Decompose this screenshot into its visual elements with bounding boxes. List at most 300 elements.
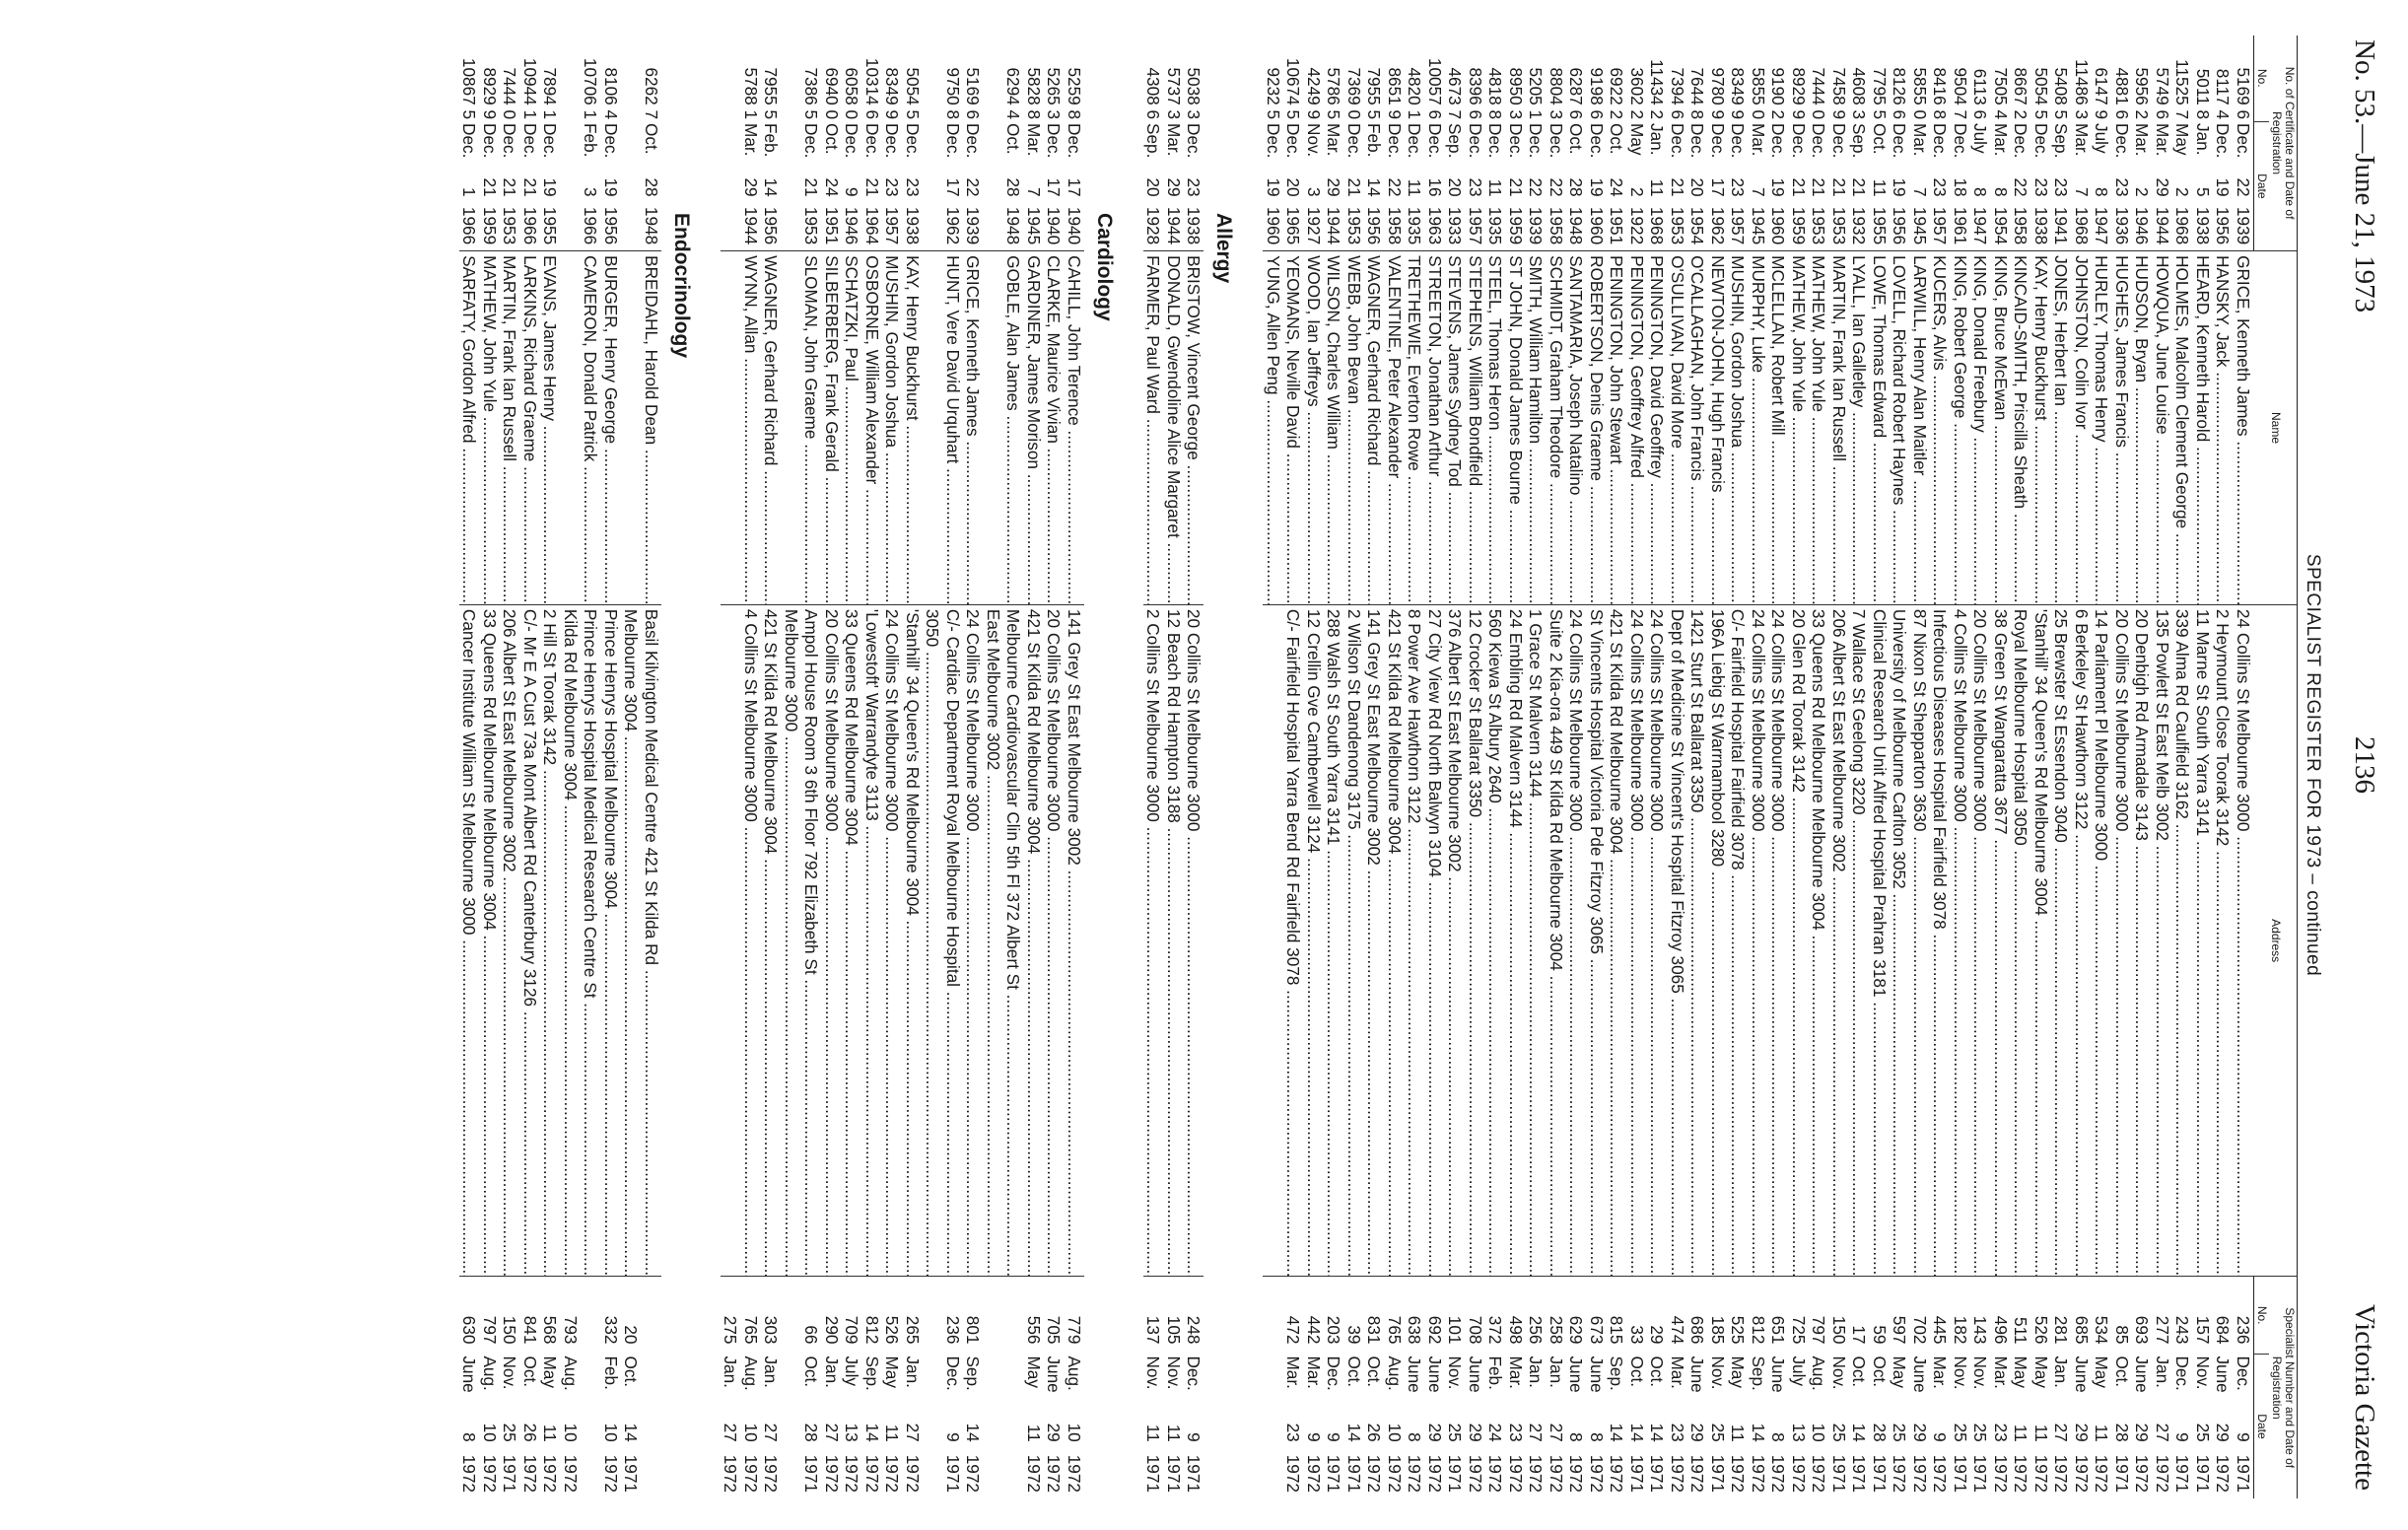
table-row (2112, 35, 2133, 1498)
specialist-number: 20 (621, 1277, 642, 1355)
address (1364, 604, 1385, 1276)
spec-year: 1972 (1526, 1454, 1547, 1493)
spec-day: 8 (1566, 1432, 1587, 1442)
cert-year: 1954 (1687, 206, 1708, 245)
address-text: 376 Albert St East Melbourne 3002 ..... (1446, 609, 1466, 1277)
cert-day: 23 (1466, 177, 1485, 197)
cert-number: 5828 8 (1024, 67, 1044, 120)
specialist-number: 143 (1970, 1277, 1991, 1355)
specialist-number: 525 (1728, 1277, 1749, 1355)
cert-month: Dec. (1405, 123, 1425, 159)
spec-day: 28 (2112, 1423, 2132, 1442)
spec-year: 1971 (1951, 1454, 1970, 1493)
cert-year: 1958 (1385, 206, 1405, 245)
spec-year: 1972 (1283, 1454, 1304, 1493)
specialist-name-text: KING, Robert George ..... (1951, 255, 1970, 604)
spec-year: 1972 (1749, 1454, 1768, 1493)
spec-year: 1972 (1910, 1454, 1930, 1493)
specialist-register-table (459, 35, 2298, 1498)
spec-year: 1971 (2234, 1454, 2253, 1493)
specialist-name-text: KAY, Henry Buckhurst ..... (2031, 255, 2051, 604)
cert-day: 16 (1425, 177, 1445, 197)
cert-number: 4673 7 (1445, 67, 1466, 120)
table-row (1405, 35, 1425, 1498)
specialist-number: 185 (1708, 1277, 1729, 1355)
specialist-number: 182 (1951, 1277, 1971, 1355)
cert-number (984, 35, 1004, 121)
cert-month: Dec. (1789, 123, 1809, 159)
specialist-name (984, 251, 1004, 605)
specialist-name-text: HUNT, Vere David Urquhart ..... (943, 255, 963, 604)
table-row (1324, 35, 1344, 1498)
cert-year: 1951 (1607, 206, 1627, 245)
address (963, 604, 984, 1276)
spec-month: Jan. (903, 1356, 923, 1388)
cert-year: 1938 (903, 206, 923, 245)
address-text: University of Melbourne Carlton 3052 ..... (1891, 609, 1910, 1277)
cert-day: 21 (500, 177, 520, 197)
specialist-name (2031, 251, 2052, 605)
cert-day: 23 (1930, 177, 1951, 197)
cert-number: 7955 5 (761, 67, 782, 120)
cert-year: 1954 (1991, 206, 2011, 245)
specialist-name-text: SLOMAN, John Graeme ..... (802, 255, 822, 604)
cert-year: 1953 (500, 206, 520, 245)
specialist-number: 686 (1687, 1277, 1708, 1355)
specialist-number (923, 1277, 943, 1355)
spec-day: 10 (1385, 1423, 1405, 1442)
cert-month: Mar. (2153, 123, 2172, 157)
specialist-name (540, 251, 561, 605)
address-text: Ampol House Room 3 6th Floor 792 Elizabeth St ..... (802, 609, 822, 1277)
specialist-name-text: MATHEW, John Yule ..... (1789, 255, 1809, 604)
specialist-name (1951, 251, 1971, 605)
spec-day: 9 (1304, 1432, 1324, 1442)
address (1164, 604, 1185, 1276)
spec-year: 1971 (621, 1454, 642, 1493)
cert-month: Dec. (1890, 123, 1910, 159)
cert-number: 9504 7 (1951, 67, 1970, 120)
spec-day: 27 (903, 1423, 923, 1442)
cert-month: Feb. (581, 123, 601, 158)
address-text: 421 St Kilda Rd Melbourne 3004 ..... (1608, 609, 1627, 1277)
spec-day (581, 1402, 601, 1443)
address-text: 2 Heymount Close Toorak 3142 ..... (2214, 609, 2234, 1277)
table-row (1164, 35, 1185, 1498)
spec-month: Nov. (500, 1356, 520, 1390)
spec-day: 10 (480, 1423, 500, 1442)
spec-day (1264, 1402, 1284, 1443)
address-text: 25 Brewster St Essendon 3040 ..... (2052, 609, 2072, 1277)
specialist-number: 801 (963, 1277, 984, 1355)
address-text: 24 Collins St Melbourne 3000 ..... (1567, 609, 1587, 1277)
specialist-name (1890, 251, 1910, 605)
table-row (801, 35, 822, 1498)
cert-month: Oct. (1870, 123, 1890, 155)
spec-year: 1972 (1405, 1454, 1425, 1493)
spec-month: June (1425, 1356, 1445, 1393)
spec-month: Jan. (1547, 1356, 1566, 1388)
table-row (1647, 35, 1668, 1498)
spec-year: 1971 (1708, 1454, 1728, 1493)
cert-year: 1941 (2051, 206, 2072, 245)
cert-number: 8349 9 (882, 67, 903, 120)
cert-day: 5 (2193, 187, 2213, 197)
cert-number: 10314 6 (862, 57, 882, 120)
spec-day: 8 (1405, 1432, 1425, 1442)
spec-month: Nov. (1829, 1356, 1849, 1390)
spec-day: 9 (2234, 1432, 2253, 1442)
spec-year: 1972 (822, 1454, 842, 1493)
spec-year: 1971 (943, 1454, 963, 1493)
cert-day: 21 (520, 177, 540, 197)
spec-month: Nov. (1970, 1356, 1991, 1390)
specialist-number: 236 (2234, 1277, 2254, 1355)
cert-day (782, 168, 802, 199)
register-subtitle: SPECIALIST REGISTER FOR 1973 – continued (2303, 553, 2323, 977)
spec-year: 1972 (2092, 1454, 2112, 1493)
spec-month: Sep. (963, 1356, 984, 1391)
address-text: 141 Grey St East Melbourne 3002 ..... (1065, 609, 1084, 1277)
spec-year: 1972 (1930, 1454, 1951, 1493)
cert-day: 8 (1991, 187, 2011, 197)
specialist-name (1283, 251, 1304, 605)
address-text: 24 Collins St Melbourne 3000 ..... (1749, 609, 1768, 1277)
cert-month: Dec. (1065, 123, 1084, 159)
specialist-name-text: MATHEW, John Yule ..... (480, 255, 500, 604)
cert-day: 11 (1405, 178, 1425, 197)
address-text: 196A Liebig St Warrnambool 3280 ..... (1708, 609, 1728, 1277)
address (1910, 604, 1931, 1276)
cert-number: 5054 5 (2031, 67, 2051, 120)
spec-year: 1972 (963, 1454, 984, 1493)
cert-day: 22 (1526, 177, 1547, 197)
masthead (2335, 39, 2380, 1491)
spec-group-header: Specialist Number and Date of Registration (2269, 1277, 2298, 1498)
address (2153, 604, 2173, 1276)
cert-month: July (1970, 123, 1991, 154)
address-text: 421 St Kilda Rd Melbourne 3004 ..... (762, 609, 782, 1277)
specialist-number: 137 (1143, 1277, 1164, 1355)
cert-number: 8106 4 (601, 67, 621, 120)
cert-month: Sep. (1445, 123, 1466, 159)
specialist-name-text: SMITH, William Hamilton ..... (1527, 255, 1547, 604)
cert-day: 11 (1647, 178, 1668, 197)
cert-number: 8929 9 (1789, 67, 1809, 120)
cert-number: 10944 1 (520, 57, 540, 120)
cert-year: 1944 (2153, 206, 2172, 245)
cert-day: 20 (1687, 177, 1708, 197)
specialist-number: 472 (1283, 1277, 1304, 1355)
spec-month: Aug. (561, 1356, 581, 1391)
address-text: 33 Queens Rd Melbourne Melbourne 3004 ..... (480, 609, 500, 1277)
address (1264, 604, 1284, 1276)
cert-year: 1956 (1364, 206, 1385, 245)
spec-month: May (2011, 1356, 2031, 1388)
specialist-name (1526, 251, 1547, 605)
cert-year: 1935 (1485, 206, 1506, 245)
table-row (1283, 35, 1304, 1498)
address-text: 24 Collins St Melbourne 3000 ..... (964, 609, 984, 1277)
table-row (1547, 35, 1567, 1498)
cert-day: 22 (1385, 177, 1405, 197)
spec-month: May (1728, 1356, 1749, 1388)
address-text: East Melbourne 3002 ..... (984, 609, 1003, 1277)
address (1687, 604, 1708, 1276)
spec-month: Jan. (721, 1356, 741, 1388)
table-row (2051, 35, 2072, 1498)
table-row (2092, 35, 2112, 1498)
spec-month: Mar. (1930, 1356, 1951, 1389)
spec-month: Dec. (943, 1356, 963, 1391)
spec-year: 1971 (1164, 1454, 1184, 1493)
address (1405, 604, 1425, 1276)
name-header: Name (2254, 251, 2298, 605)
cert-number: 10867 5 (459, 57, 480, 120)
address (1809, 604, 1829, 1276)
address-text: 12 Crocker St Ballarat 3350 ..... (1466, 609, 1485, 1277)
table-row (721, 35, 741, 1498)
address (984, 604, 1004, 1276)
table-row (1970, 35, 1991, 1498)
specialist-name (923, 251, 943, 605)
spec-year: 1971 (1970, 1454, 1991, 1493)
address (2072, 604, 2093, 1276)
specialist-name (1385, 251, 1406, 605)
cert-number: 10674 5 (1283, 57, 1304, 120)
cert-day: 22 (2234, 177, 2253, 197)
cert-month: Nov. (1304, 123, 1324, 158)
address (561, 604, 582, 1276)
specialist-name (1184, 251, 1204, 605)
cert-month: Dec. (601, 123, 621, 159)
table-row (500, 35, 520, 1498)
spec-day: 10 (601, 1423, 621, 1442)
spec-day: 23 (1283, 1423, 1304, 1442)
table-row (882, 35, 903, 1498)
spec-year: 1972 (2051, 1454, 2072, 1493)
spec-day: 11 (540, 1424, 561, 1442)
spec-year: 1972 (1024, 1454, 1044, 1493)
spec-year: 1972 (862, 1454, 882, 1493)
specialist-name (1405, 251, 1425, 605)
cert-year: 1968 (2072, 206, 2092, 245)
address (621, 604, 642, 1276)
cert-day: 23 (1728, 177, 1749, 197)
cert-year: 1947 (2092, 206, 2112, 245)
cert-day (621, 168, 642, 199)
cert-number: 9190 2 (1768, 67, 1789, 120)
address (1547, 604, 1567, 1276)
specialist-name-text: HEARD, Kenneth Harold ..... (2193, 255, 2213, 604)
spec-day: 13 (1789, 1423, 1809, 1442)
address (520, 604, 541, 1276)
specialist-name-text: LARKINS, Richard Graeme ..... (520, 255, 540, 604)
cert-day: 21 (1849, 177, 1870, 197)
spec-year: 1972 (1385, 1454, 1405, 1493)
specialist-name-text: ST JOHN, Donald James Bourne ..... (1506, 255, 1526, 604)
table-row (741, 35, 762, 1498)
specialist-name (500, 251, 520, 605)
specialist-name-text: MUSHIN, Gordon Joshua ..... (883, 255, 903, 604)
cert-month: Dec. (500, 123, 520, 159)
cert-number: 4249 9 (1304, 67, 1324, 120)
address-text: 33 Queens Rd Melbourne 3004 ..... (843, 609, 862, 1277)
specialist-name (822, 251, 843, 605)
address (741, 604, 762, 1276)
address-text: 6 Berkeley St Hawthorn 3122 ..... (2072, 609, 2092, 1277)
cert-year: 1959 (1506, 206, 1526, 245)
spec-month (923, 1354, 943, 1402)
address (2051, 604, 2072, 1276)
spec-month (782, 1354, 802, 1402)
spec-month: May (2031, 1356, 2051, 1388)
cert-day: 3 (581, 187, 601, 197)
spec-day: 27 (2153, 1423, 2172, 1442)
spec-day: 14 (1607, 1423, 1627, 1442)
spec-month: June (1466, 1356, 1485, 1393)
spec-year: 1972 (741, 1454, 761, 1493)
specialist-name (2011, 251, 2031, 605)
address (822, 604, 843, 1276)
address-text: 24 Embling Rd Malvern 3144 ..... (1506, 609, 1526, 1277)
spec-year: 1972 (842, 1454, 862, 1493)
spec-day: 10 (741, 1423, 761, 1442)
specialist-number: 629 (1566, 1277, 1587, 1355)
spec-year: 1972 (1668, 1454, 1687, 1493)
specialist-name (1344, 251, 1365, 605)
cert-year: 1966 (459, 206, 480, 245)
address-text: 20 Collins St Melbourne 3000 ..... (2112, 609, 2132, 1277)
address (1970, 604, 1991, 1276)
spec-year: 1972 (2132, 1454, 2153, 1493)
address-text: Royal Melbourne Hospital 3050 ..... (2012, 609, 2031, 1277)
cert-year: 1959 (1789, 206, 1809, 245)
cert-number: 8126 6 (1890, 67, 1910, 120)
spec-year: 1971 (1829, 1454, 1849, 1493)
spec-day: 11 (2092, 1424, 2112, 1442)
address (642, 604, 662, 1276)
table-row (2011, 35, 2031, 1498)
spec-year: 1972 (1044, 1454, 1065, 1493)
cert-year: 1948 (1003, 206, 1024, 245)
specialist-name (782, 251, 802, 605)
section-heading: Cardiology (1093, 213, 1116, 321)
cert-day: 19 (1890, 177, 1910, 197)
specialist-name (801, 251, 822, 605)
address-text: C/- Cardiac Department Royal Melbourne Hospital ..... (943, 609, 963, 1277)
spec-month (1264, 1354, 1284, 1402)
address-text: 8 Power Ave Hawthorn 3122 ..... (1406, 609, 1425, 1277)
spec-month: Oct. (621, 1356, 642, 1387)
spec-month (642, 1354, 662, 1402)
cert-year: 1944 (741, 206, 761, 245)
specialist-name-text: STEEL, Thomas Heron ..... (1486, 255, 1506, 604)
table-row (1708, 35, 1729, 1498)
cert-month: Dec. (1687, 123, 1708, 159)
spec-day: 11 (1143, 1424, 1164, 1442)
address (1024, 604, 1045, 1276)
spec-month: July (842, 1356, 862, 1387)
specialist-name-text: CLARKE, Maurice Vivian ..... (1045, 255, 1065, 604)
cert-year: 1944 (1324, 206, 1344, 245)
cert-day: 29 (1324, 177, 1344, 197)
address (2011, 604, 2031, 1276)
issue-number: No. 53.—June 21, 1973 (2349, 39, 2380, 313)
address-text: Melbourne 3000 ..... (782, 609, 801, 1277)
cert-day: 24 (1607, 177, 1627, 197)
cert-year: 1936 (2112, 206, 2132, 245)
specialist-number: 685 (2072, 1277, 2093, 1355)
cert-number: 10706 1 (581, 57, 601, 120)
specialist-name-text: YEOMANS, Neville David ..... (1284, 255, 1304, 604)
address-text: 2 Collins St Melbourne 3000 ..... (1144, 609, 1164, 1277)
specialist-number: 779 (1065, 1277, 1085, 1355)
spec-year: 1972 (520, 1454, 540, 1493)
cert-day: 1 (459, 187, 480, 197)
table-row (1930, 35, 1951, 1498)
cert-day: 2 (2172, 187, 2193, 197)
spec-year: 1972 (721, 1454, 741, 1493)
cert-day: 8 (2092, 187, 2112, 197)
address (601, 604, 622, 1276)
table-row (1506, 35, 1527, 1498)
address-text: 1421 Sturt St Ballarat 3350 ..... (1688, 609, 1708, 1277)
cert-day: 21 (1789, 177, 1809, 197)
cert-month: Oct. (642, 123, 661, 155)
specialist-name-text: DONALD, Gwendoline Alice Margaret ..... (1164, 255, 1184, 604)
cert-number: 7369 0 (1344, 67, 1364, 120)
specialist-name-text: SANTAMARIA, Joseph Natalino ..... (1567, 255, 1587, 604)
cert-day: 19 (1587, 177, 1607, 197)
address (480, 604, 501, 1276)
specialist-name-text: MURPHY, Luke ..... (1749, 255, 1768, 604)
cert-month: Sep. (1849, 123, 1870, 159)
address (1890, 604, 1910, 1276)
specialist-number: 85 (2112, 1277, 2133, 1355)
specialist-name-text: KUCERS, Alvis ..... (1931, 255, 1951, 604)
spec-month: Oct. (2112, 1356, 2132, 1387)
specialist-number: 105 (1164, 1277, 1185, 1355)
specialist-name-text: MATHEW, John Yule ..... (1810, 255, 1829, 604)
specialist-name (1687, 251, 1708, 605)
specialist-name (1466, 251, 1486, 605)
address-text: 141 Grey St East Melbourne 3002 ..... (1365, 609, 1385, 1277)
cert-number: 6262 7 (642, 67, 661, 120)
address (1951, 604, 1971, 1276)
cert-number: 7955 5 (1364, 67, 1385, 120)
specialist-name-text: WAGNER, Gerhard Richard ..... (1365, 255, 1385, 604)
address-text: C/- Fairfield Hospital Yarra Bend Rd Fairfield 3078 ..... (1284, 609, 1304, 1277)
spec-year: 1972 (1768, 1454, 1789, 1493)
address (923, 604, 943, 1276)
address-text: 2 Wilson St Dandenong 3175 ..... (1344, 609, 1364, 1277)
specialist-name-text: GARDINER, James Morison ..... (1024, 255, 1044, 604)
cert-month: Dec. (1526, 123, 1547, 159)
address-text: 20 Collins St Melbourne 3000 ..... (822, 609, 842, 1277)
cert-day (561, 168, 582, 199)
specialist-name-text: WEBB, John Bevan ..... (1344, 255, 1364, 604)
specialist-name-text: BRISTOW, Vincent George ..... (1185, 255, 1204, 604)
address-text: 20 Glen Rd Toorak 3142 ..... (1789, 609, 1809, 1277)
specialist-name (1668, 251, 1688, 605)
address-text: 'Lowestoft' Warrandyte 3113 ..... (862, 609, 882, 1277)
cert-month: Sep. (2051, 123, 2072, 159)
cert-number: 9780 9 (1708, 67, 1728, 120)
cert-month: Oct. (1566, 123, 1587, 155)
cert-number: 5749 6 (2153, 67, 2172, 120)
spacer-row (701, 35, 721, 1498)
